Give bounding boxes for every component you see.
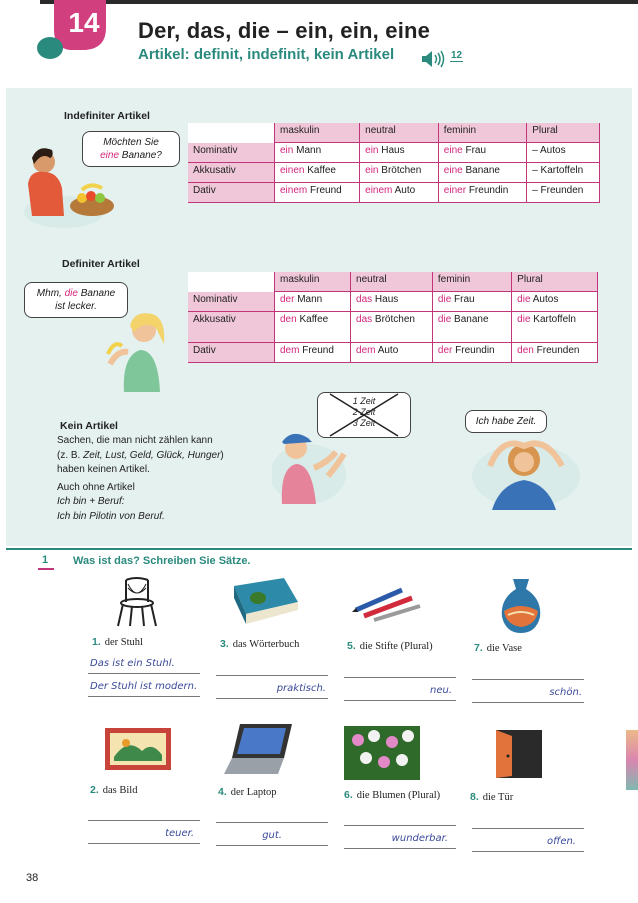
col-header: neutral [351,272,433,292]
exercise-divider [6,548,632,550]
audio-track-number: 12 [451,50,463,61]
woman-with-fruit-basket-illustration [24,140,116,228]
answer-line[interactable] [216,822,328,823]
table-row: Nominativ der Mann das Haus die Frau die Autos [188,292,598,312]
col-header: feminin [432,272,511,292]
item-3-label: 3. das Wörterbuch [220,638,300,650]
answer-4-adjective: gut. [262,830,282,841]
answer-line [472,702,584,703]
col-header: Plural [512,272,598,292]
kein-artikel-explanation: Sachen, die man nicht zählen kann (z. B. Zeit, Lust, Geld, Glück, Hunger) haben keinen Artikel. Auch ohne Artikel Ich bin + Beruf: Ich bin Pilotin von Beruf. [57,435,224,522]
woman-eating-banana-illustration [100,306,180,392]
item-4-label: 4. der Laptop [218,786,277,798]
speech-bubble-ich-habe-zeit: Ich habe Zeit. [465,410,547,433]
page-number: 38 [26,872,39,884]
answer-line[interactable] [88,820,200,821]
answer-1-line1[interactable]: Das ist ein Stuhl. [90,658,175,669]
speech-bubble-definite: Mhm, die Banane ist lecker. [24,282,128,318]
crossed-out-zeit-bubble: 1 Zeit 2 Zeit 3 Zeit [317,392,411,438]
col-header: neutral [360,123,439,143]
indefinite-heading: Indefiniter Artikel [64,110,150,122]
case-label: Akkusativ [188,163,275,183]
pens-icon [350,582,424,622]
exercise-title: Was ist das? Schreiben Sie Sätze. [73,555,251,567]
item-7-label: 7. die Vase [474,642,522,654]
col-header: maskulin [275,123,360,143]
case-label: Akkusativ [188,312,275,343]
answer-line[interactable] [344,825,456,826]
dictionary-book-icon [228,576,302,628]
table-row: Akkusativ einen Kaffee ein Brötchen eine Banane – Kartoffeln [188,163,600,183]
relaxed-woman-illustration [470,430,580,510]
item-2-label: 2. das Bild [90,784,138,796]
exercise-number: 1 [42,554,49,566]
answer-line [344,848,456,849]
table-row: Dativ dem Freund dem Auto der Freundin den Freunden [188,343,598,363]
col-header: Plural [527,123,600,143]
laptop-icon [222,722,296,778]
definite-article-table [188,272,598,363]
answer-line[interactable] [472,828,584,829]
exercise-number-underline [38,568,54,570]
item-1-label: 1. der Stuhl [92,636,143,648]
answer-line [216,698,328,699]
page-edge-tab [626,730,638,790]
item-5-label: 5. die Stifte (Plural) [347,640,433,652]
answer-line[interactable] [344,677,456,678]
answer-line [88,673,200,674]
chair-icon [114,576,160,628]
answer-7-adjective: schön. [549,687,582,698]
page-title: Der, das, die – ein, ein, eine [138,18,431,43]
answer-line [88,696,200,697]
audio-icon[interactable] [421,50,447,68]
vase-icon [496,577,546,635]
picture-frame-icon [104,727,172,771]
top-edge-bar [40,0,638,4]
answer-3-adjective: praktisch. [276,683,326,694]
answer-line [88,843,200,844]
definite-heading: Definiter Artikel [62,258,140,270]
man-with-cap-illustration [272,424,352,504]
answer-6-adjective: wunderbar. [391,833,448,844]
item-8-label: 8. die Tür [470,791,514,803]
speech-bubble-indefinite: Möchten Sie eine Banane? [82,131,180,167]
flowers-icon [344,726,420,780]
answer-2-adjective: teuer. [165,828,194,839]
col-header: maskulin [275,272,351,292]
open-door-icon [490,728,546,780]
case-label: Dativ [188,183,275,203]
col-header: feminin [438,123,526,143]
item-6-label: 6. die Blumen (Plural) [344,789,441,801]
answer-line [216,845,328,846]
case-label: Nominativ [188,143,275,163]
answer-line[interactable] [472,679,584,680]
answer-line [344,700,456,701]
kein-artikel-heading: Kein Artikel [60,420,118,432]
table-row: Akkusativ den Kaffee das Brötchen die Banane die Kartoffeln [188,312,598,343]
page-subtitle: Artikel: definit, indefinit, kein Artikel [138,46,395,63]
case-label: Nominativ [188,292,275,312]
answer-1-line2[interactable]: Der Stuhl ist modern. [90,681,198,692]
table-row: Nominativ ein Mann ein Haus eine Frau – Autos [188,143,600,163]
answer-8-adjective: offen. [546,836,576,847]
case-label: Dativ [188,343,275,363]
table-row: Dativ einem Freund einem Auto einer Freundin – Freunden [188,183,600,203]
chapter-number: 14 [68,7,100,38]
indefinite-article-table [188,123,600,203]
answer-5-adjective: neu. [429,685,452,696]
answer-line [472,851,584,852]
answer-line[interactable] [216,675,328,676]
